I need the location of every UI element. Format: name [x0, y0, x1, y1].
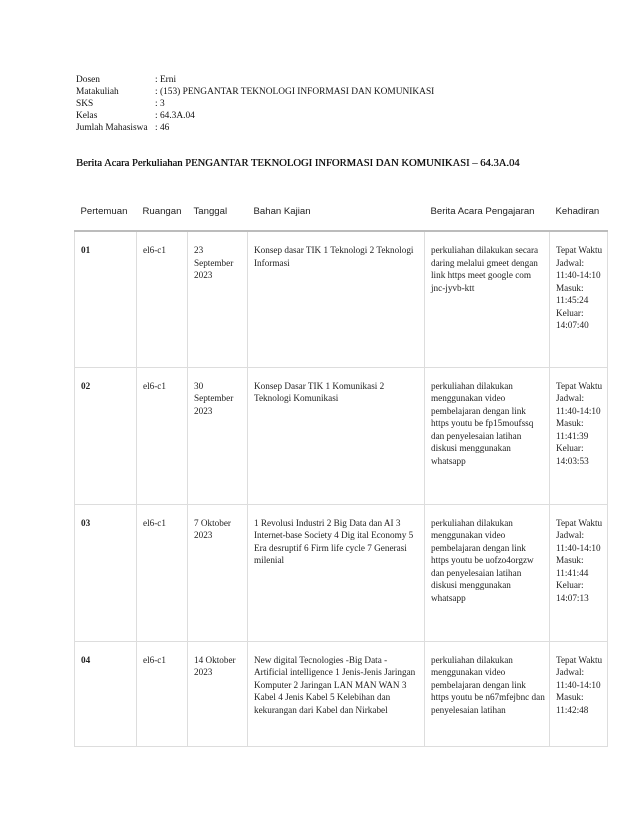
table-row: [75, 641, 608, 746]
cell-bahan-kajian: Konsep Dasar TIK 1 Komunikasi 2 Teknologi Komunikasi: [248, 367, 425, 504]
cell-berita-acara: perkuliahan dilakukan menggunakan video pembelajaran dengan link https youtu be uofzo4orgzw dan penyelesaian latihan diskusi menggunakan whatsapp: [425, 504, 550, 641]
course-info: [76, 74, 434, 134]
info-row-jumlah-mahasiswa: [76, 122, 434, 134]
info-row-sks: [76, 98, 434, 110]
cell-tanggal: 23 September 2023: [188, 231, 248, 367]
presence-checkin: Masuk: 11:41:39: [556, 418, 589, 441]
cell-berita-acara: perkuliahan dilakukan menggunakan video pembelajaran dengan link https youtu be n67mfejbnc dan penyelesaian latihan: [425, 641, 550, 746]
cell-ruangan: el6-c1: [137, 504, 188, 641]
info-row-matakuliah: [76, 86, 434, 98]
attendance-table: [74, 184, 608, 747]
cell-bahan-kajian: New digital Tecnologies -Big Data -Artificial intelligence 1 Jenis-Jenis Jaringan Komputer 2 Jaringan LAN MAN WAN 3 Kabel 4 Jenis Kabel 5 Kelebihan dan kekurangan dari Kabel dan Nirkabel: [248, 641, 425, 746]
presence-schedule: Jadwal: 11:40-14:10: [556, 393, 601, 416]
cell-pertemuan: 02: [75, 367, 137, 504]
table-row: [75, 367, 608, 504]
info-label: Kelas: [76, 111, 98, 122]
cell-pertemuan: 01: [75, 231, 137, 367]
column-header-pertemuan: Pertemuan: [80, 206, 128, 217]
column-header-berita-acara: Berita Acara Pengajaran: [430, 206, 535, 217]
info-value: : 3: [155, 99, 165, 110]
table-row: [75, 504, 608, 641]
cell-bahan-kajian: Konsep dasar TIK 1 Teknologi 2 Teknologi Informasi: [248, 231, 425, 367]
cell-kehadiran: [550, 367, 608, 504]
info-value: : 64.3A.04: [155, 111, 195, 122]
info-label: Dosen: [76, 75, 100, 85]
cell-ruangan: el6-c1: [137, 641, 188, 746]
presence-status: Tepat Waktu: [556, 380, 603, 391]
presence-status: Tepat Waktu: [556, 654, 603, 665]
column-header-tanggal: Tanggal: [193, 206, 228, 217]
info-label: Matakuliah: [76, 87, 119, 98]
presence-checkout: Keluar: 14:07:13: [556, 580, 589, 603]
cell-ruangan: el6-c1: [137, 367, 188, 504]
presence-checkout: Keluar: 14:07:40: [556, 307, 589, 330]
presence-status: Tepat Waktu: [556, 517, 603, 528]
cell-ruangan: el6-c1: [137, 231, 188, 367]
column-header-ruangan: Ruangan: [142, 206, 182, 217]
info-value: : Erni: [155, 75, 177, 85]
info-label: Jumlah Mahasiswa: [76, 123, 148, 134]
table-header-row: [75, 184, 608, 231]
cell-kehadiran: [550, 231, 608, 367]
table-row: [75, 231, 608, 367]
presence-schedule: Jadwal: 11:40-14:10: [556, 667, 601, 690]
presence-checkout: Keluar: 14:03:53: [556, 443, 589, 466]
document-title: Berita Acara Perkuliahan PENGANTAR TEKNOLOGI INFORMASI DAN KOMUNIKASI – 64.3A.04: [76, 158, 520, 169]
cell-berita-acara: perkuliahan dilakukan menggunakan video pembelajaran dengan link https youtu be fp15moufssq dan penyelesaian latihan diskusi menggunakan whatsapp: [425, 367, 550, 504]
cell-pertemuan: 03: [75, 504, 137, 641]
info-row-kelas: [76, 110, 434, 122]
presence-status: Tepat Waktu: [556, 245, 603, 255]
cell-berita-acara: perkuliahan dilakukan secara daring melalui gmeet dengan link https meet google com jnc-jyvb-ktt: [425, 231, 550, 367]
presence-checkin: Masuk: 11:45:24: [556, 282, 589, 305]
cell-pertemuan: 04: [75, 641, 137, 746]
info-row-dosen: [76, 74, 434, 86]
cell-tanggal: 7 Oktober 2023: [188, 504, 248, 641]
presence-checkin: Masuk: 11:41:44: [556, 555, 589, 578]
info-label: SKS: [76, 99, 94, 110]
cell-tanggal: 30 September 2023: [188, 367, 248, 504]
column-header-kehadiran: Kehadiran: [555, 206, 600, 217]
cell-kehadiran: [550, 504, 608, 641]
cell-tanggal: 14 Oktober 2023: [188, 641, 248, 746]
presence-checkin: Masuk: 11:42:48: [556, 692, 589, 715]
cell-kehadiran: [550, 641, 608, 746]
presence-schedule: Jadwal: 11:40-14:10: [556, 257, 601, 280]
info-value: : 46: [155, 123, 170, 134]
presence-schedule: Jadwal: 11:40-14:10: [556, 530, 601, 553]
cell-bahan-kajian: 1 Revolusi Industri 2 Big Data dan AI 3 Internet-base Society 4 Dig ital Economy 5 Era desruptif 6 Firm life cycle 7 Generasi milenial: [248, 504, 425, 641]
column-header-bahan-kajian: Bahan Kajian: [253, 206, 311, 217]
info-value: : (153) PENGANTAR TEKNOLOGI INFORMASI DAN KOMUNIKASI: [155, 87, 435, 98]
